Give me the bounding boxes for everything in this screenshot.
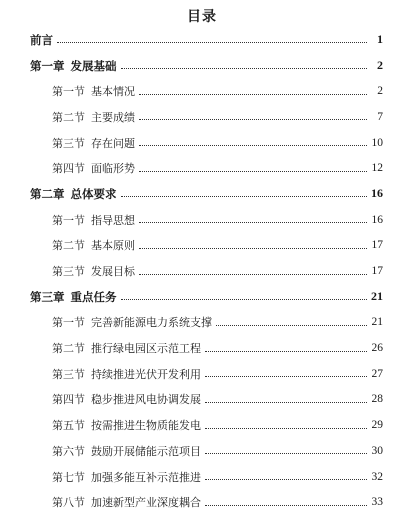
toc-chapter-row[interactable]: [0, 27, 404, 53]
toc-entry-number: 第四节: [52, 162, 85, 176]
toc-entry-number: 第二节: [52, 239, 85, 253]
toc-page-number: 21: [371, 316, 383, 329]
toc-entry-label: 主要成绩: [91, 110, 135, 124]
toc-entry-number: 第三章: [30, 289, 65, 304]
toc-entry-label: 鼓励开展储能示范项目: [91, 444, 201, 458]
dot-leader: [205, 402, 367, 403]
toc-entry-title: [52, 469, 201, 485]
toc-entry-number: 第三节: [52, 265, 85, 279]
toc-section-row[interactable]: [0, 310, 404, 336]
toc-section-row[interactable]: [0, 387, 404, 413]
toc-chapter-row[interactable]: [0, 181, 404, 207]
toc-entry-title: [52, 237, 135, 253]
dot-leader: [139, 145, 367, 146]
toc-entry-number: 第八节: [52, 496, 85, 510]
dot-leader: [205, 505, 367, 506]
toc-page-number: 2: [377, 85, 383, 98]
toc-page-number: 17: [371, 239, 383, 252]
dot-leader: [205, 351, 367, 352]
toc-entry-label: 按需推进生物质能发电: [91, 419, 201, 433]
page-title: 目录: [187, 9, 217, 25]
toc-entry-title: [30, 32, 53, 48]
toc-entry-number: 第七节: [52, 470, 85, 484]
toc-entry-title: [30, 58, 117, 74]
toc-section-row[interactable]: [0, 489, 404, 515]
toc-entry-label: 基本情况: [91, 85, 135, 99]
toc-entry-title: [52, 212, 135, 228]
dot-leader: [205, 428, 367, 429]
toc-entry-label: 面临形势: [91, 162, 135, 176]
toc-entry-title: [52, 135, 135, 151]
toc-entry-label: 完善新能源电力系统支撑: [91, 316, 212, 330]
toc-entry-label: 持续推进光伏开发利用: [91, 367, 201, 381]
toc-entry-number: 第六节: [52, 444, 85, 458]
toc-section-row[interactable]: [0, 412, 404, 438]
toc-page-number: 29: [371, 419, 383, 432]
toc-entry-label: 发展基础: [70, 58, 117, 73]
toc-entry-title: [52, 443, 201, 459]
dot-leader: [139, 248, 367, 249]
toc-page-number: 27: [371, 367, 383, 380]
dot-leader: [139, 171, 367, 172]
toc-entry-label: 存在问题: [91, 136, 135, 150]
toc-entry-number: 第四节: [52, 393, 85, 407]
toc-entry-label: 重点任务: [70, 289, 117, 304]
dot-leader: [139, 222, 367, 223]
toc-page-number: 28: [371, 393, 383, 406]
toc-page-number: 33: [371, 496, 383, 509]
toc-page-number: 26: [371, 342, 383, 355]
toc-entry-title: [52, 263, 135, 279]
toc-entry-number: 第二节: [52, 342, 85, 356]
toc-entry-title: [52, 83, 135, 99]
toc-entry-label: 加速新型产业深度耦合: [91, 496, 201, 510]
toc-page-number: 16: [371, 186, 383, 201]
toc-entry-number: 第二节: [52, 110, 85, 124]
toc-page-number: 10: [371, 136, 383, 149]
dot-leader: [205, 376, 367, 377]
toc-entry-title: [30, 186, 117, 202]
toc-entry-title: [52, 109, 135, 125]
toc-chapter-row[interactable]: [0, 284, 404, 310]
toc-entry-number: 第一节: [52, 316, 85, 330]
toc-entry-label: 指导思想: [91, 213, 135, 227]
toc-entry-title: [52, 314, 212, 330]
toc-entry-title: [52, 417, 201, 433]
toc-section-row[interactable]: [0, 130, 404, 156]
toc-entry-number: 第一节: [52, 213, 85, 227]
toc-entry-number: 第三节: [52, 367, 85, 381]
toc-entry-label: 前言: [30, 32, 53, 47]
toc-entry-number: 第二章: [30, 186, 65, 201]
toc-section-row[interactable]: [0, 258, 404, 284]
toc-entry-label: 总体要求: [70, 186, 117, 201]
toc-section-row[interactable]: [0, 335, 404, 361]
dot-leader: [57, 42, 367, 43]
toc-entry-label: 稳步推进风电协调发展: [91, 393, 201, 407]
toc-page-number: 30: [371, 444, 383, 457]
dot-leader: [216, 325, 367, 326]
toc-entry-title: [52, 366, 201, 382]
toc-section-row[interactable]: [0, 155, 404, 181]
toc-entry-number: 第三节: [52, 136, 85, 150]
toc-entry-number: 第五节: [52, 419, 85, 433]
toc-entry-label: 发展目标: [91, 265, 135, 279]
toc-entry-label: 加强多能互补示范推进: [91, 470, 201, 484]
toc-section-row[interactable]: [0, 207, 404, 233]
dot-leader: [121, 196, 368, 197]
toc-section-row[interactable]: [0, 104, 404, 130]
toc-entry-title: [52, 340, 201, 356]
toc-chapter-row[interactable]: [0, 53, 404, 79]
toc-page-number: 21: [371, 289, 383, 304]
toc-page-number: 16: [371, 213, 383, 226]
toc-page-number: 2: [377, 58, 383, 73]
toc-section-row[interactable]: [0, 464, 404, 490]
toc-entry-title: [52, 160, 135, 176]
dot-leader: [121, 68, 368, 69]
table-of-contents: [0, 27, 404, 515]
toc-page-number: 7: [377, 110, 383, 123]
toc-page-number: 32: [371, 470, 383, 483]
dot-leader: [139, 274, 367, 275]
toc-entry-label: 推行绿电园区示范工程: [91, 342, 201, 356]
toc-entry-title: [30, 289, 117, 305]
toc-section-row[interactable]: [0, 438, 404, 464]
toc-page-number: 12: [371, 162, 383, 175]
toc-entry-number: 第一章: [30, 58, 65, 73]
toc-page-number: 17: [371, 265, 383, 278]
dot-leader: [139, 94, 367, 95]
toc-page-number: 1: [377, 32, 383, 47]
toc-entry-title: [52, 494, 201, 510]
toc-entry-title: [52, 391, 201, 407]
toc-section-row[interactable]: [0, 361, 404, 387]
toc-entry-label: 基本原则: [91, 239, 135, 253]
toc-section-row[interactable]: [0, 78, 404, 104]
dot-leader: [121, 299, 368, 300]
toc-entry-number: 第一节: [52, 85, 85, 99]
dot-leader: [205, 453, 367, 454]
dot-leader: [139, 119, 367, 120]
dot-leader: [205, 479, 367, 480]
toc-section-row[interactable]: [0, 233, 404, 259]
